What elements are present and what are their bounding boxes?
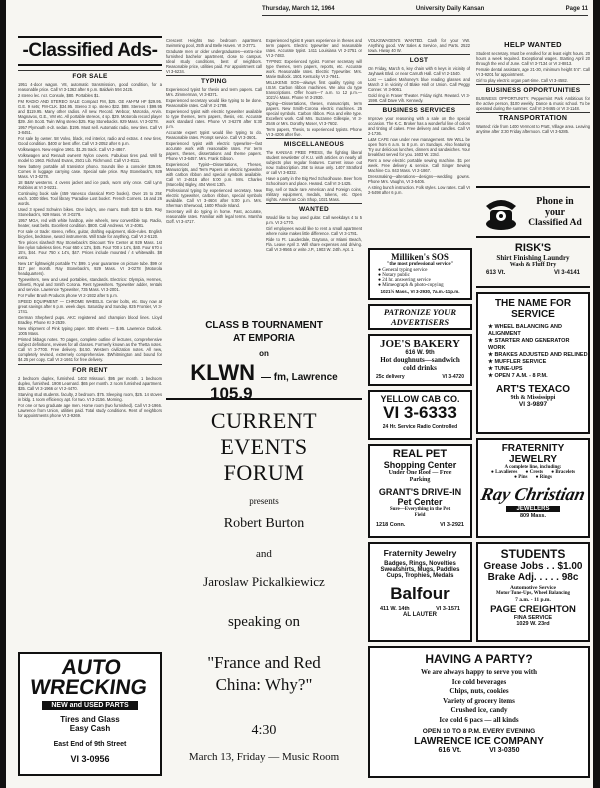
party-offer-line: We are always happy to serve you with <box>421 668 537 676</box>
classified-listing: New 16" lightweight portable TV. $99. 1 year guarantee on picture tube. $99 or $17 per month. Ray Stoneback's, 929 Mass. VI 3-0278 (Motorola headquarters). <box>18 261 162 276</box>
classified-listing: 2 bedroom duplex, furnished. 1402 Missouri. $95 per month. 1 bedroom duplex, furnished. 1908 Learnard. $65 per month. 2 room furnished apartment. $35. Call VI 3-1966 or VI 2-4470. <box>18 376 162 391</box>
jewelry-item: ● Pins <box>514 475 528 480</box>
tournament-line-2: AT EMPORIA <box>232 333 296 344</box>
classified-listing: Female dental assistant, age 21-30, minimum height 5'4". Call VI 3-9201 for appointment. <box>476 67 590 77</box>
texaco-address: 9th & Mississippi <box>510 395 556 401</box>
sos-service-item: ● Notary public <box>378 273 410 278</box>
section-heading-for-sale: FOR SALE <box>18 70 162 82</box>
classified-listing: Wanted: ride from 1400 Vermont to Pratt, Village area. Leaving anytime after 3:30 Friday afternoon. Call VI 3-5285. <box>476 124 590 134</box>
forum-and: and <box>256 548 272 560</box>
classified-listing: Experienced secretary would like typing to be done. Reasonable rates. Call VI 2-1788. <box>166 98 262 108</box>
section-heading-business-services: BUSINESS SERVICES <box>368 104 470 116</box>
classified-listing: Volkswagen and Renault owners! Nylon covers. Fabulous tires pad. Will fit model to 1963. Richard Evans, 2501 Lib. Richmond. Call VI 2-8111. <box>18 153 162 163</box>
ad-auto-wrecking <box>18 652 162 776</box>
party-offer-line: Ice cold beverages <box>451 677 507 686</box>
classified-listing: Buy, sell or trade rare American and Foreign coins, military equipment, medals, tokens, etc. Open nights. American Coin Shop, 1021 Mass. <box>266 187 362 202</box>
auto-wrecking-parts: NEW and USED PARTS <box>42 701 138 710</box>
ice-company-brand: LAWRENCE ICE COMPANY <box>414 736 544 747</box>
forum-topic-line-1: "France and Red <box>207 653 321 672</box>
risks-title: RISK'S <box>514 242 552 254</box>
classified-ads-banner <box>18 36 162 66</box>
classified-listing: Term papers, Thesis, to experienced typists. Phone VI 3-4206 after five. <box>266 127 362 137</box>
classified-listing: Experienced typist for thesis and term papers. Call Mrs. Zimmerman, VI 3-8371. <box>166 87 262 97</box>
classified-listing: TYPING: Experienced typist. Former secretary will type themes, term papers, reports, etc. Accurate work. Reasonable rates. Electric Typewriter. Mrs. Marie Bullock. 1501 Kentucky VI 2-7941. <box>266 59 362 79</box>
ad-current-events-forum <box>166 404 362 780</box>
texaco-service-item: ★ TUNE-UPS <box>488 366 523 372</box>
students-brake: Brake Adj. . . . . 98c <box>487 572 579 583</box>
jewelry-item: ● Rings <box>535 475 552 480</box>
for-sale-listings <box>18 82 162 362</box>
column-1 <box>18 70 162 632</box>
texaco-title-line-2: SERVICE <box>511 309 555 320</box>
classified-listing: Typewriters, new and used portables, standards. Electrics: Olympia, Hermes, Olivetti, Royal and Smith Corona. Rent typewriters. Typewriter adder, rentals and service. Lawrence Typewriter, 735 Mass. VI 3-2001. <box>18 277 162 292</box>
risks-phone: VI 3-4141 <box>553 270 580 276</box>
texaco-service-list <box>488 324 588 380</box>
phone-ad-line-1: Phone in <box>536 196 574 207</box>
joes-phone: VI 3-4720 <box>442 374 464 380</box>
column-3 <box>266 38 362 304</box>
lost-listings <box>368 66 470 103</box>
classified-listing: Used 3 speed Schwinn bikes. One lady's, one man's. Both $20 to $25. Ray Stoneback's, 929 Mass. VI 3-0278. <box>18 207 162 217</box>
balfour-line-2: Sweatshirts, Mugs, Paddles <box>380 567 460 573</box>
for-rent-listings <box>18 376 162 418</box>
classified-listing: MILLIKENS SOS—always first quality typing on I.B.M. Carbon ribbon machines. We also do type transcriptions. Offer hours—7 a.m. to 12 p.m.—1021½ Mass. Phone VI 3-2930. <box>266 80 362 100</box>
forum-speaker-1: Robert Burton <box>223 516 305 531</box>
real-pet-title: REAL PET <box>392 448 448 460</box>
section-heading-typing: TYPING <box>166 75 262 87</box>
column-2-rent-listings <box>166 38 262 74</box>
forum-title-line-2: FORUM <box>223 460 305 485</box>
classified-listing: Lost — Ladies Mahoney's blue reading glasses and March 2 in vicinity of Blake Hall or Union. Call Peggy Conner. VI 3-9061. <box>368 77 470 92</box>
phone-ad-line-2: your <box>545 207 565 218</box>
classified-listing: 2 stereo lec. ncr. Console, $80. Portables $1. <box>18 93 100 98</box>
tournament-line-1: CLASS B TOURNAMENT <box>205 320 323 331</box>
classified-listing: Experienced typist with electric typewriter available to type themes, term papers, thesis, etc. Accurate work standard rates. Phone VI 3-6278 after 5:30 p.m. <box>166 109 262 129</box>
classified-listing: Dressmaking—alterations—designs—wedding gowns. Phone Mrs. Vaughn, VI 3-5406. <box>368 174 470 184</box>
phone-ad-line-3: Classified Ad <box>528 218 582 228</box>
column-5 <box>476 38 590 180</box>
classified-listing: For Fuller Brush Products phone VI 2-1932 after 5 p.m. <box>18 293 118 298</box>
classified-listing: Secretary will do typing in home. Fast, accurate, reasonable rates. Familiar with legal terms. Marsha Goff. VI 3-4717. <box>166 209 262 224</box>
business-services-listings <box>368 116 470 195</box>
classified-listing: Tire prices slashed! Ray Stoneback's Discount Tire Center at 929 Mass. 1st line nylon tubeless tires. Four 650 x 13's, $45. Four 700 x 14's, $40. Four 670 x 15's, $44. Four 750 x 14's, $47. Prices include mounted / 4 whitewalls. $8 extra. <box>18 240 162 260</box>
balfour-line-1: Badges, Rings, Novelties <box>384 561 456 567</box>
ray-item-list <box>478 470 588 480</box>
risks-address: 613 Vt. <box>486 270 506 276</box>
header-date: Thursday, March 12, 1964 <box>262 6 335 12</box>
ray-address: 809 Mass. <box>520 513 546 519</box>
party-offer-line: Variety of grocery items <box>443 696 515 705</box>
jewelry-item: ● Lavalieres <box>490 470 518 475</box>
classified-listing: Rent a new electric portable sewing machine. $1 per week. Free delivery & service. Call Singer Sewing Machine Co. 843 Mass. VI 2-1867. <box>368 158 470 173</box>
ray-line: A complete line, including: <box>504 465 562 470</box>
classified-listing: Volkswagen. New engine 1961. $1.25 track. Call VI 2-4867. <box>18 147 126 152</box>
classified-listing: New shipment of Pink typing paper. 500 sheets — $.95. Lawrence Outlook. 1005 Mass. <box>18 326 162 336</box>
ad-real-pet <box>368 444 472 538</box>
forum-time: 4:30 <box>251 723 277 738</box>
telephone-icon <box>482 192 520 232</box>
section-heading-miscellaneous: MISCELLANEOUS <box>266 138 362 150</box>
classified-listing: Girl to play electric organ part-time. Call VI 3-4582. <box>476 78 568 83</box>
ad-fraternity-jewelry-balfour <box>368 542 472 642</box>
miscellaneous-listings <box>266 150 362 202</box>
classified-listing: Graduate men or older undergraduates—extra-nice furnished bachelor apartment, close to campus. Ideal study conditions, best of neighbors. Reasonable price, utilities paid. For appointment call VI 3-6234. <box>166 49 262 74</box>
creighton-brand: PAGE CREIGHTON <box>490 604 576 615</box>
column-3-typing-listings <box>266 38 362 137</box>
banner-title: -Classified Ads- <box>22 40 158 61</box>
ad-class-b-tournament <box>166 308 362 403</box>
tournament-on: on <box>259 349 269 358</box>
auto-wrecking-cash: Easy Cash <box>69 724 111 733</box>
classified-listing: BUSINESS OPPORTUNITY. Peppermint Park Ambitious for the active person, $100 weekly. Dance & music school. To be operated during the summer. Call VI 3-9465 or VI 3-1148. <box>476 96 590 111</box>
balfour-representative: AL LAUTER <box>403 612 437 618</box>
classified-listing: 1957 MGA, red with white hardtop, wire wheels, new convertible top. Radio, heater, seat belts. Excellent condition. $800. Call Andrews. VI 2-4081. <box>18 218 162 228</box>
sos-service-item: ● Mimeograph & photo-copying <box>378 283 444 288</box>
classified-listing: Have a party in the Big Red Schoolhouse. Beer from Schoolroom and place. Heated. Call VI 3-1425. <box>266 176 362 186</box>
classified-listing: Experienced typist with electric typewriter—fast accurate work with reasonable rates. For term papers, theses, dissertations and theme papers. Phone VI 3-6457. Mrs. Frank Gibson. <box>166 141 262 161</box>
grants-slogan: Sure—Everything in the Pet Field <box>389 507 451 518</box>
auto-wrecking-title: AUTO WRECKING <box>28 656 149 699</box>
texaco-service-item: ★ MUFFLER SERVICE <box>488 359 547 365</box>
ray-title-line-2: JEWELRY <box>509 454 557 465</box>
section-heading-for-rent: FOR RENT <box>18 364 162 376</box>
grants-drive-in: GRANT'S DRIVE-IN <box>378 487 462 497</box>
students-hours: 7 a.m. - 11 p.m. <box>515 597 551 603</box>
creighton-fina: FINA SERVICE <box>513 615 553 621</box>
classified-listing: A string bunch instruction. Folk styles. Low rates. Call VI 2-5498 after 6 p.m. <box>368 185 470 195</box>
sos-address: 1021½ Mass., VI 3-2930, 7a.m.-11p.m. <box>380 289 460 294</box>
auto-wrecking-tires: Tires and Glass <box>60 715 120 724</box>
classified-listing: Crescent Heights two bedroom apartment. Swimming pool, 25th and Belle Haven. VI 3-3771. <box>166 38 262 48</box>
sos-service-list <box>378 268 468 288</box>
ad-risks-laundry <box>476 242 590 288</box>
real-pet-address: 1218 Conn. <box>376 522 406 528</box>
classified-listing: Accurate expert typist would like typing to do. Reasonable rates. Prompt service. Call VI 3-3601. <box>166 130 262 140</box>
classified-listing: Girl employees would like to rent a small apartment where noise makes little difference. Call VI 3-1781. <box>266 226 362 236</box>
section-heading-lost: LOST <box>368 54 470 66</box>
party-title: HAVING A PARTY? <box>425 652 533 666</box>
classified-listing: FM RADIO AND STEREO SALE Compact FM, $25. GE AM-FM HF $29.95. G.E. 9 sets; FM-CLK. $34.95. Stereo 3 sp. stereo $32. $88. Stereos I $99.95 and $119.95. Many other radios. All new. Record. Webcor, Motorola, Arvin. Magnavox, G.E., VM etc. All portable stereos, 4 sp. $29. Motorola record player $39. Jim Scott. Twin Wing stereo $25. Ray Stonebacks. 929 Mass. VI 3-0278. <box>18 99 162 124</box>
auto-wrecking-phone: VI 3-0956 <box>70 754 110 764</box>
column-4 <box>368 38 470 244</box>
header-paper-name: University Daily Kansan <box>415 6 485 12</box>
classified-listing: German Shepherd pups. AKC registered and champion blood lines. Lloyd Bradley. Phone KI 3-2539. <box>18 315 162 325</box>
classified-listing: Printed bkbags notes. 70 pages, complete outline of lectures, comprehensive subject definitions, reviews for all classes. Formerly known as the Thetta notes. Call VI 3-7700. Free delivery. $4.50. Western civilization notes. All new, completely revised, extremely comprehensive. $Whitmington and bound for $4.25 per copy. Call VI 2-1661 for free delivery. <box>18 337 162 362</box>
party-offer-line: Crushed ice, candy <box>450 706 508 714</box>
classified-listing: Continuing book sale (459 Vanesco classical RVO books). Over 15 to 25¢ each. 1000 titles. Tool library 'Paradise Lost books'. French Corners. 16 and 26 words. <box>18 191 162 206</box>
sos-service-item: ● General typing service <box>378 268 428 273</box>
sos-title: Milliken's SOS <box>391 252 449 262</box>
texaco-service-item: ★ OPEN 7 A.M. - 8 P.M. <box>488 373 548 379</box>
students-tuneups: Motor Tune-Ups, Wheel Balancing <box>496 591 570 596</box>
classified-listing: SPEED EQUIPMENT — CHROME WHEELS. Center bolts, etc. Buy now at great savings after 6 p.m. week days. Saturday and Sunday. 825 Frontier, VI 3-1741. <box>18 299 162 314</box>
classified-listing: 18 B&W westerns. 4 ovens jacket and ice pack, worn only once. Call Lynn Robbins at VI 3-9231. <box>18 180 162 190</box>
joes-delivery: 25c delivery <box>376 374 405 380</box>
ad-patronize-advertisers <box>368 304 472 330</box>
balfour-line-3: Cups, Trophies, Medals <box>386 573 454 579</box>
classified-listing: Improve your reasoning with a sale on the special occasion. The K.C. Broker has a wonderful line of colors and tinting of cakes. Free delivery and candles. Call VI 2-1736. <box>368 116 470 136</box>
classified-listing: L&M CAFE now under new management. We WILL be open from 6 a.m. to 8 p.m. on Sundays. Also featuring Try our delicious lunches, dinners and sandwiches. Your breakfast served for you. 1603 W. 23rd. <box>368 137 470 157</box>
forum-title-line-1: CURRENT EVENTS <box>210 408 318 459</box>
classified-listing: For sale by owner. 58 Volvo, black, red interior, radio and extras. 4 new tires. Good condition. $400 or best offer. Call VI 3-2052 after 6 p.m. <box>18 136 162 146</box>
classified-listing: 1951 4-door wagon. V8, automatic transmission, good condition, for a reasonable price. Call VI 3-1362 after 6 p.m. Baldwin 594 2425. <box>18 82 162 92</box>
auto-wrecking-address: East End of 9th Street <box>53 741 127 748</box>
right-binding-edge <box>593 0 600 788</box>
left-binding-edge <box>0 0 6 788</box>
ice-company-address: 616 Vt. <box>438 747 462 754</box>
patronize-text: PATRONIZE YOUR ADVERTISERS <box>383 307 457 327</box>
ad-yellow-cab <box>368 390 472 440</box>
joes-title: JOE'S BAKERY <box>380 338 460 350</box>
texaco-service-item: ★ BRAKES ADJUSTED AND RELINED <box>488 352 588 358</box>
jewelry-item: ● Bracelets <box>551 470 576 475</box>
section-heading-wanted: WANTED <box>266 203 362 215</box>
grants-pet-center: Pet Center <box>397 497 443 507</box>
texaco-title-line-1: THE NAME FOR <box>494 298 572 309</box>
forum-speaking-on: speaking on <box>227 614 301 630</box>
radio-station-frequency: 105.9 <box>210 384 253 403</box>
section-heading-help-wanted: HELP WANTED <box>504 40 562 49</box>
column-4-wanted-listings <box>368 38 470 53</box>
header-page-number: Page 11 <box>565 6 588 12</box>
forum-date-location: March 13, Friday — Music Room <box>188 751 340 763</box>
texaco-service-item: ★ STARTER AND GENERATOR WORK <box>488 338 570 351</box>
risks-service: Wash & Fluff Dry <box>509 262 557 268</box>
ray-title-line-1: FRATERNITY <box>501 443 565 454</box>
ad-phone-in-classified <box>476 186 590 238</box>
column-2 <box>166 38 262 304</box>
real-pet-phone: VI 3-2921 <box>440 522 464 528</box>
texaco-phone: VI 3-9897 <box>518 401 548 408</box>
wanted-listings <box>266 215 362 252</box>
classified-listing: 1957 Plymouth 4-dr. sedan. $195. Must sell. Automatic radio, new tires. Call VI 3-8451. <box>18 125 162 135</box>
ad-joes-bakery <box>368 334 472 386</box>
texaco-brand: ART'S TEXACO <box>495 384 571 395</box>
party-offer-line: Chips, nuts, cookies <box>449 687 509 695</box>
texaco-service-item: ★ WHEEL BALANCING AND ALIGNMENT <box>488 324 562 337</box>
classified-listing: Experienced typist 8 years experience in theses and term papers. Electric typewriter and reasonable rates. Accurate typist. 1411 Louisiana VI 2-2751 or VI 2-7483. <box>266 38 362 58</box>
sos-service-item: ● 24 hr. answering service <box>378 278 431 283</box>
transportation-listings <box>476 124 590 134</box>
yellow-cab-phone: VI 3-6333 <box>383 403 457 422</box>
party-offer-list <box>380 668 578 725</box>
classified-listing: Experienced Typist—Dissertations, Theses, Manuscripts, and Term Papers on electric typewriter with carbon ribbon and special symbols available. Call VI 2-4616 after 5:00 p.m. Mrs. Charles (Marcella) Bigley, 404 West 13th. <box>166 162 262 187</box>
classified-listing: Professional typing by experienced secretary. New electric typewriter, carbon ribbon, special symbols available. Call VI 3-4604 after 5:00 p.m. Mrs. Sherman Sherwood, 1600 Rhode Island. <box>166 188 262 208</box>
balfour-title: Fraternity Jewelry <box>383 548 457 558</box>
classified-listing: Gold ring in Fraser Theater. Friday night. Reward. VI 3-1598. Call Dave Vih. Kennedy. <box>368 93 470 103</box>
risks-subtitle: Shirt Finishing Laundry <box>496 254 570 262</box>
party-hours: OPEN 10 TO 8 P.M. EVERY EVENING <box>422 728 536 735</box>
balfour-address: 411 W. 14th <box>380 606 410 612</box>
students-title: STUDENTS <box>500 547 566 561</box>
classified-listing: New battery portable all transistor phono. Sounds like a console! $39.95. Comes in luggage carrying case. Special sale price. Ray Stoneback's, 929 Mass. VI 3-0278. <box>18 164 162 179</box>
sos-tagline: "the most professional service" <box>386 262 454 267</box>
classified-listing: Starving stud students. faculty, 2 bedroom. $75. Sleeping room, $25. 14 stoves in bldg. 1 room efficiency apt. for two. VI 3-2156. Morning. <box>18 392 162 402</box>
yellow-cab-service: 24 Hr. Service Radio Controlled <box>382 424 458 430</box>
section-heading-transportation: TRANSPORTATION <box>476 112 590 124</box>
jewelry-item: ● Crests <box>525 470 544 475</box>
joes-address: 616 W. 9th <box>405 350 435 356</box>
help-wanted-listings <box>476 51 590 83</box>
students-automotive: Automotive Service <box>510 585 556 591</box>
radio-station-call-sign: KLWN <box>190 360 256 385</box>
classified-listing: On Friday, March 6, key chain with 6 keys in vicinity of Jayhawk Blvd. or near Carruth Hall. Call VI 2-1540. <box>368 66 470 76</box>
forum-speaker-2: Jaroslaw Pickalkiewicz <box>203 574 325 589</box>
ray-jewelers: JEWELERS <box>506 506 560 512</box>
ad-lawrence-ice-company <box>368 646 590 778</box>
ray-christian-brand: Ray Christian <box>479 484 587 504</box>
real-pet-tagline: Under One Roof — Free Parking <box>388 470 452 483</box>
classified-listing: The KANSAS FREE PRESS, the fighting liberal student newsletter of K.U. with articles on nearly all subjects plus regular features. Current issue out now. Subscription. 25¢ to issue only. 1407 Stratford or call VI 3-8332. <box>266 150 362 175</box>
ad-arts-texaco <box>476 292 590 434</box>
typing-listings <box>166 87 262 224</box>
ad-ray-christian-jewelers <box>476 438 590 538</box>
balfour-brand: Balfour <box>390 584 450 603</box>
classified-listing: Ride to Ft. Lauderdale, Daytona, or Miami Beach, Fla. Leave April 3. Will share expenses and driving. Call VI 3-9565 or write J.P., 1903 W. 24th. Apt. 1. <box>266 237 362 252</box>
classified-listing: Student secretary. Must be enrolled for at least eight hours. 20 hours a week required. Exceptional wages. Starting April 20 through the end of June. Call VI 3-7134 or VI 2-8813. <box>476 51 590 66</box>
ice-company-phone: VI 3-0350 <box>489 747 520 754</box>
party-offer-line: Ice cold 6 pacs — all kinds <box>439 715 519 724</box>
forum-presents: presents <box>249 496 279 506</box>
creighton-address: 1029 W. 23rd <box>516 621 550 627</box>
classified-listing: Typing—Dissertations, theses, manuscripts, term papers. New Smith-Corona electric machines. 25 special symbols. Carbon ribbon. Pica and elite type. Excellent work. Call Mrs. Suzanne Gillespie, VI 3-2546 or Mrs. Dorothy Moser, VI 3-7602. <box>266 101 362 126</box>
page-header <box>262 6 588 16</box>
yellow-cab-title: YELLOW CAB CO. <box>380 394 460 404</box>
radio-station-location: — fm, Lawrence <box>261 372 338 383</box>
forum-topic-line-2: China: Why?" <box>215 675 313 694</box>
ad-millikens-sos <box>368 248 472 300</box>
students-grease: Grease Jobs . . $1.00 <box>483 561 583 572</box>
joes-offer: Hot doughnuts—sandwich cold drinks <box>380 356 460 372</box>
real-pet-subtitle: Shopping Center <box>383 460 457 470</box>
classified-listing: Would like to buy used guitar. Call weekdays 4 to 5 p.m. VI 2-1770. <box>266 215 362 225</box>
classified-listing: For sale or trade: stereo, reflex, guitar, drafting equipment, slide-rules. English bicycles, bedstove, sword instruments. Will trade for anything. Call VI 2-5120. <box>18 229 162 239</box>
business-opportunities-listings <box>476 96 590 111</box>
ad-page-creighton <box>476 542 590 642</box>
classified-listing: VOLKSWAGEN'S WANTED. Cash for your VW. Anything good. VW Sales & Service, and Parts. 2522 Iowa. Hiway 40 W. <box>368 38 470 53</box>
section-heading-business-opportunities: BUSINESS OPPORTUNITIES <box>476 84 590 96</box>
balfour-phone: VI 3-1571 <box>436 606 460 612</box>
classified-listing: For one or two graduate age men. Home room (two furnished). Call VI 3-1966. Lawrence from Union, utilities paid. Total study conditions. Rent of neighbors for appointments phone VI 3-9269. <box>18 403 162 418</box>
